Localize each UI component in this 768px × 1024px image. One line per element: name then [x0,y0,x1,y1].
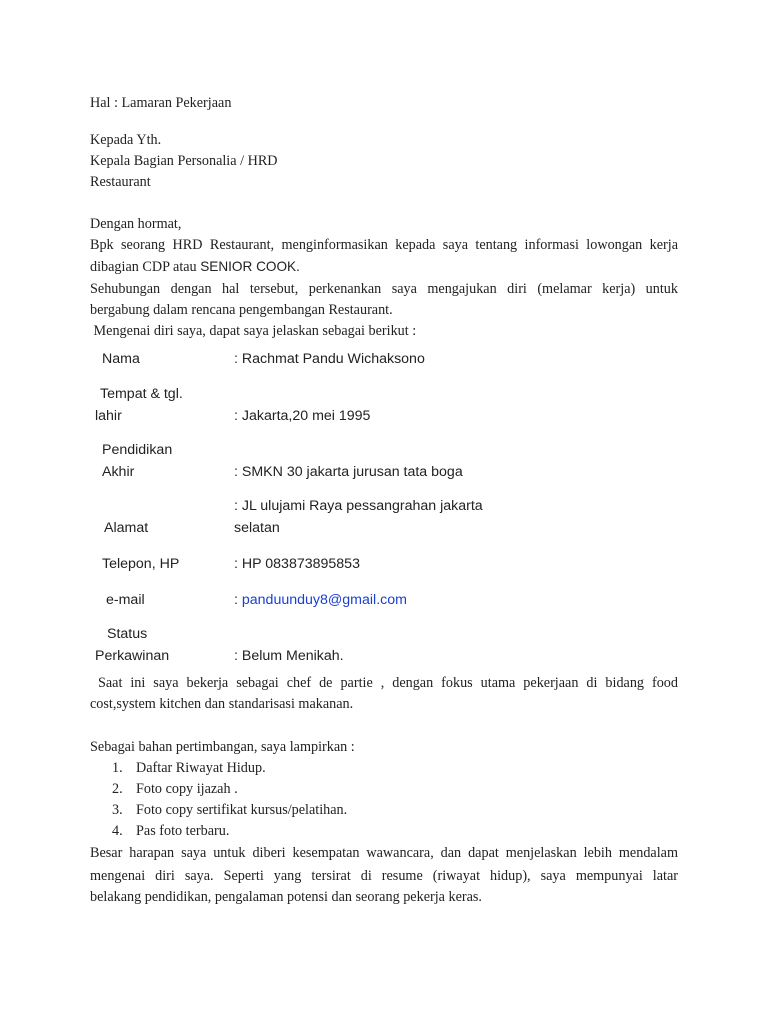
para1-line-1: Bpk seorang HRD Restaurant, menginformasikan kepada saya tentang informasi lowongan kerja [90,237,678,253]
subject-line: Hal : Lamaran Pekerjaan [90,95,232,111]
status-label-2: Perkawinan [95,648,170,664]
education-label-2: Akhir [102,464,135,480]
phone-label: Telepon, HP [102,556,180,572]
para3-line-1: Saat ini saya bekerja sebagai chef de partie , dengan fokus utama pekerjaan di bidang food [90,675,678,691]
education-label-1: Pendidikan [102,442,173,458]
education-value: : SMKN 30 jakarta jurusan tata boga [234,464,463,480]
letter-page: Hal : Lamaran Pekerjaan Kepada Yth. Kepala Bagian Personalia / HRD Restaurant Dengan hormat, Bpk seorang HRD Restaurant, menginformasikan kepada saya tentang informasi lowongan kerja dibagian CDP atau SENIOR COOK. Sehubungan dengan hal tersebut, perkenankan saya mengajukan diri (melamar kerja) untuk bergabung dalam rencana pengembangan Restaurant. Mengenai diri saya, dapat saya jelaskan sebagai berikut : Nama : Rachmat Pandu Wichaksono Tempat & tgl. lahir : Jakarta,20 mei 1995 Pendidikan Akhir : SMKN 30 jakarta jurusan tata boga : JL ulujami Raya pessangrahan jakarta selatan Alamat Telepon, HP : HP 083873895853 e-mail : panduunduy8@gmail.com Status Perkawinan : Belum Menikah. Saat ini saya bekerja sebagai chef de partie , dengan fokus utama pekerjaan di bidang food cost,system kitchen dan standarisasi makanan. Sebagai bahan pertimbangan, saya lampirkan : 1. Daftar Riwayat Hidup. 2. Foto copy ijazah . 3. Foto copy sertifikat kursus/pelatihan. 4. Pas foto terbaru. Besar harapan saya untuk diberi kesempatan wawancara, dan dapat menjelaskan lebih mendalam mengenai diri saya. Seperti yang tersirat di resume (riwayat hidup), saya mempunyai latar belakang pendidikan, pengalaman potensi dan seorang pekerja keras. [0,0,768,1024]
closing-line-2: mengenai diri saya. Seperti yang tersirat di resume (riwayat hidup), saya mempunyai latar [90,868,678,884]
closing-line-1: Besar harapan saya untuk diberi kesempatan wawancara, dan dapat menjelaskan lebih mendalam [90,845,678,861]
address-label: Alamat [104,520,149,536]
email-value-wrap [234,589,534,611]
para2-line-1: Sehubungan dengan hal tersebut, perkenankan saya mengajukan diri (melamar kerja) untuk [90,281,678,297]
email-link[interactable]: panduunduy8@gmail.com [241,592,407,608]
para3-line-2: cost,system kitchen dan standarisasi makanan. [90,696,354,712]
phone-value: : HP 083873895853 [234,556,360,572]
attachments-intro: Sebagai bahan pertimbangan, saya lampirkan : [90,739,355,755]
email-colon: : [234,592,242,608]
status-value: : Belum Menikah. [234,648,344,664]
name-label: Nama [102,351,140,367]
closing-line-3: belakang pendidikan, pengalaman potensi dan seorang pekerja keras. [90,889,482,905]
birth-label-2: lahir [95,408,122,424]
para1-line-2-start: dibagian CDP atau [90,259,201,275]
recipient-line-1: Kepada Yth. [90,132,162,148]
para1-line-2-end: SENIOR COOK. [200,259,300,274]
greeting: Dengan hormat, [90,216,182,232]
birth-label-1: Tempat & tgl. [100,386,183,402]
address-value-1: : JL ulujami Raya pessangrahan jakarta [234,498,483,514]
para1-line-2 [90,256,300,278]
recipient-line-2: Kepala Bagian Personalia / HRD [90,153,278,169]
address-value-2: selatan [234,520,280,536]
name-value: : Rachmat Pandu Wichaksono [234,351,425,367]
birth-value: : Jakarta,20 mei 1995 [234,408,371,424]
email-label: e-mail [106,592,145,608]
para2-line-2: bergabung dalam rencana pengembangan Restaurant. [90,302,393,318]
details-intro: Mengenai diri saya, dapat saya jelaskan sebagai berikut : [90,323,417,339]
recipient-line-3: Restaurant [90,174,151,190]
status-label-1: Status [107,626,148,642]
